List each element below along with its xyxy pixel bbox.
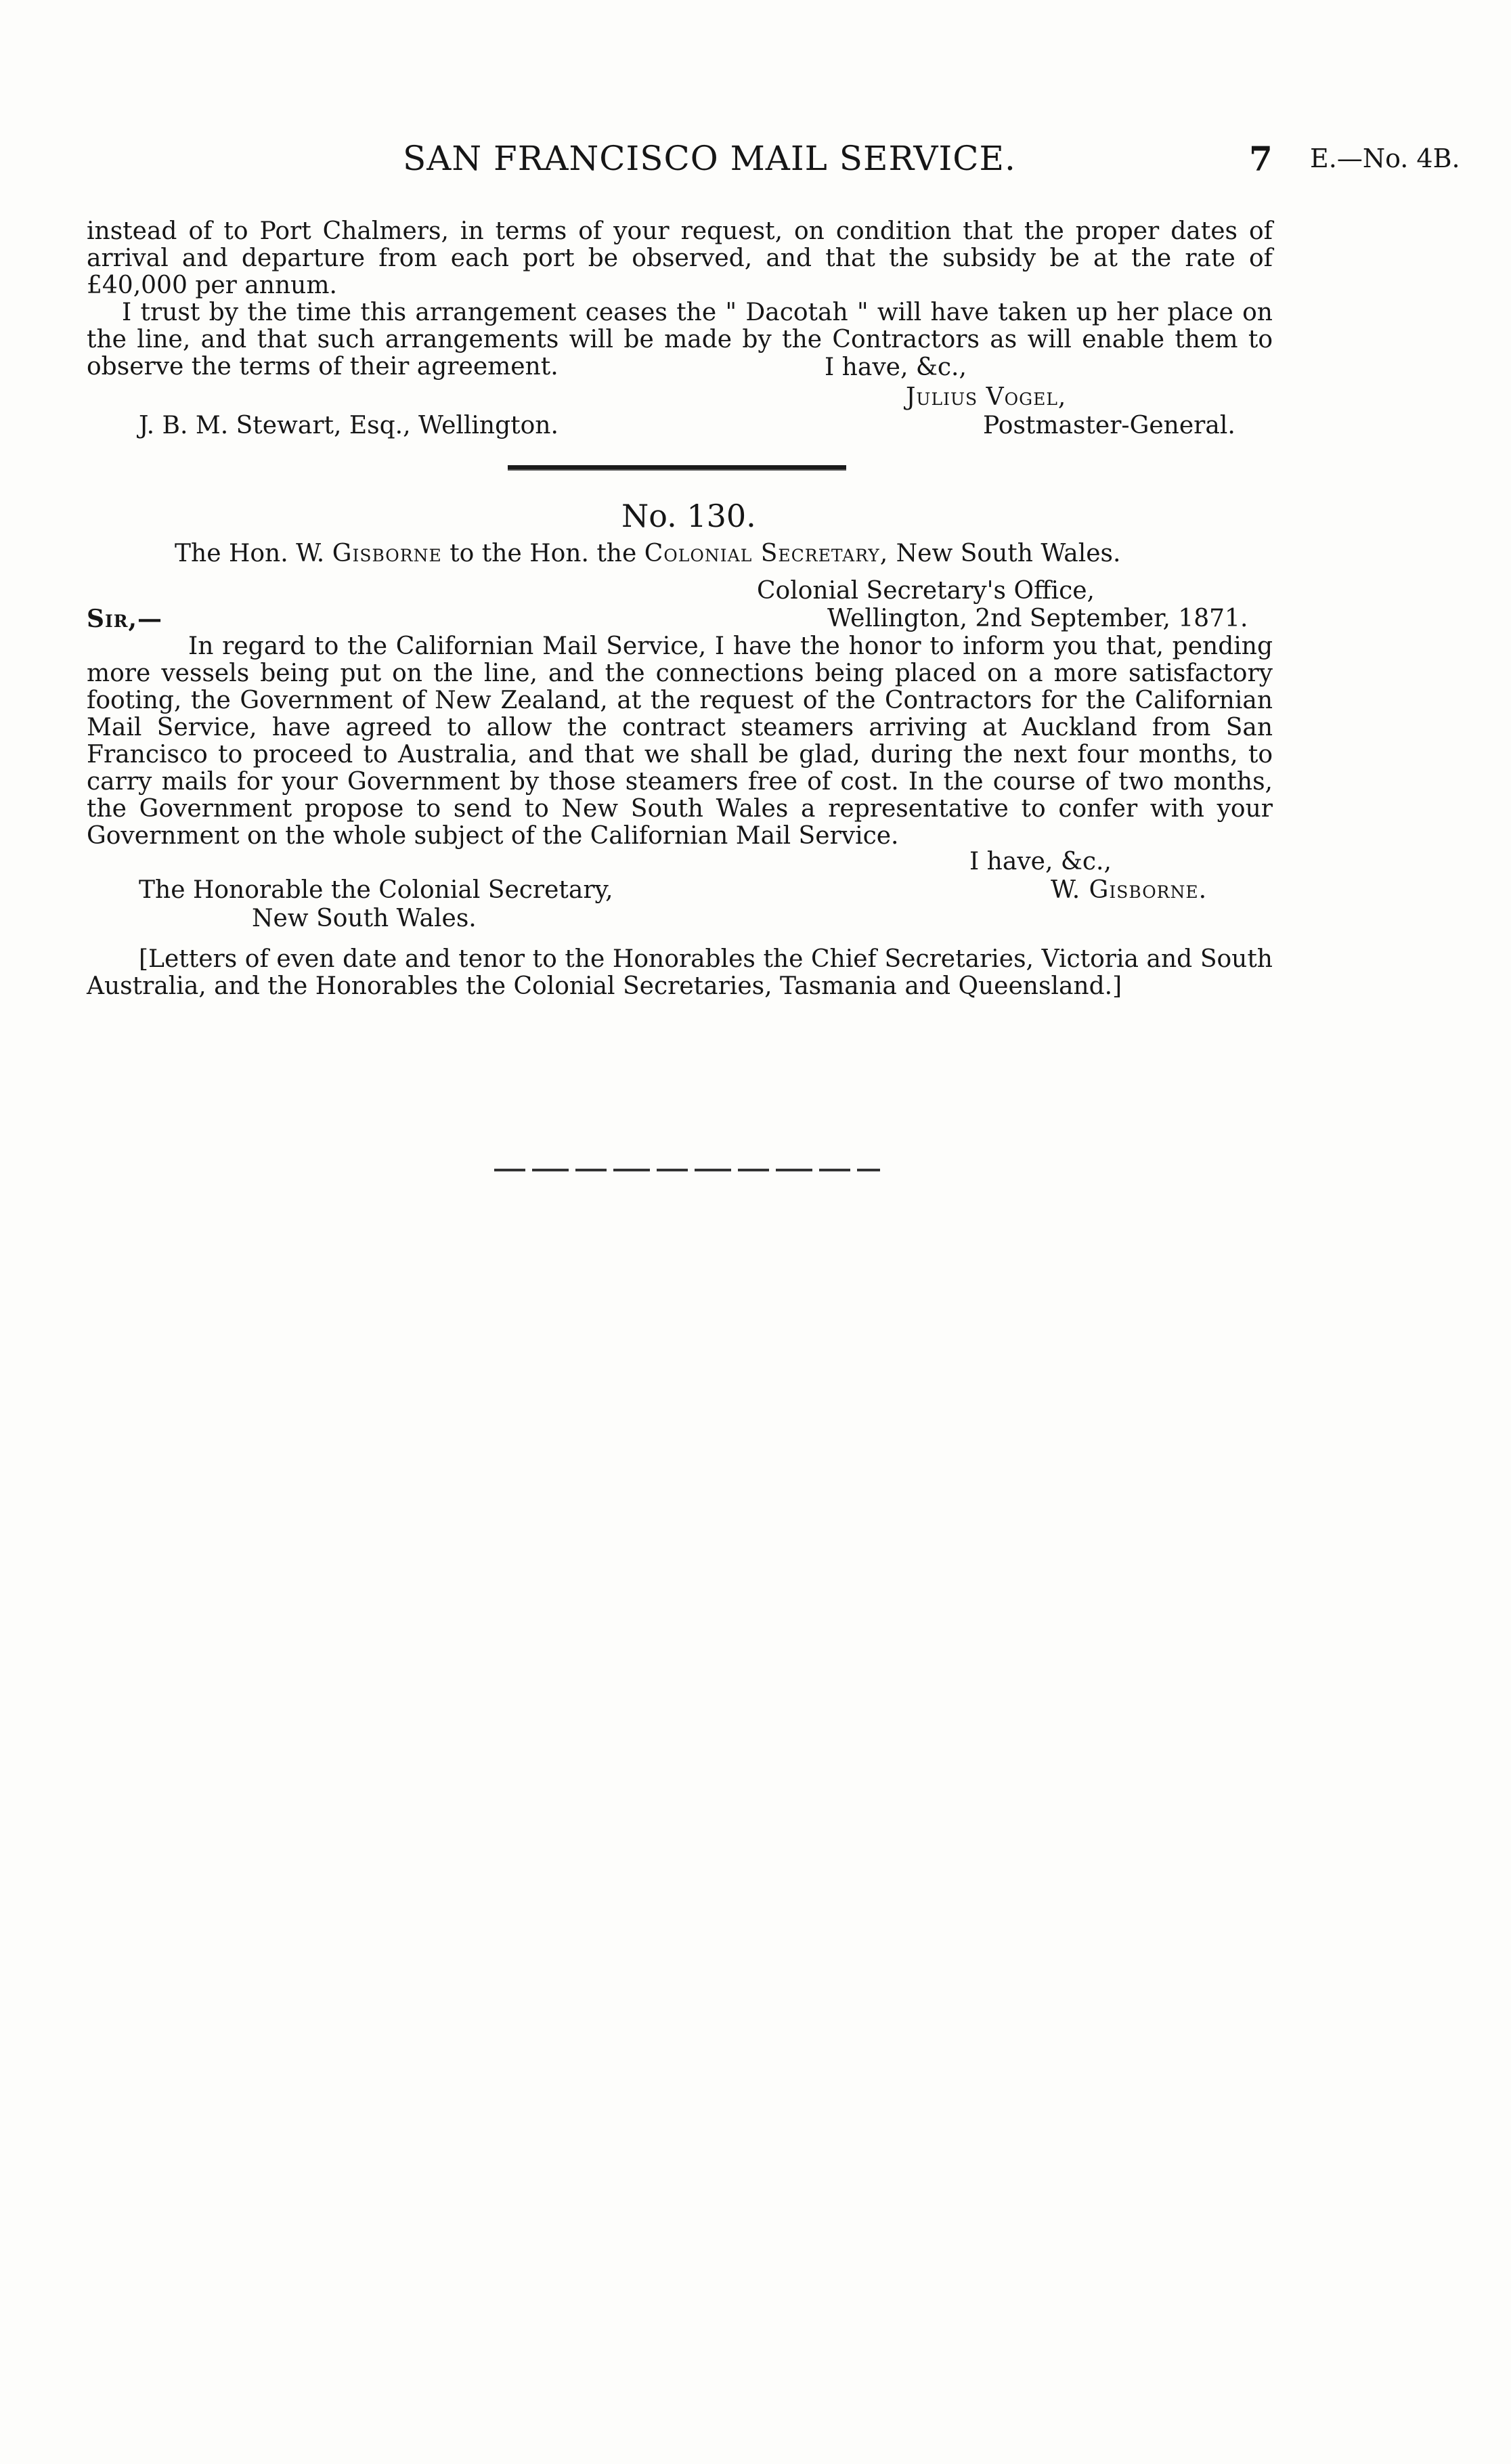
letter1-closing: I have, &c.,	[825, 353, 967, 381]
editorial-note-text: [Letters of even date and tenor to the Honorables the Chief Secretaries, Victoria and South Australia, and the Honorables the Colonial Secretaries, Tasmania and Queensland.]	[87, 945, 1273, 1000]
end-rule	[494, 1169, 880, 1171]
from-to-suffix: New South Wales.	[896, 540, 1121, 567]
letter2-closing: I have, &c.,	[969, 848, 1112, 876]
letter-number-heading: No. 130.	[621, 498, 756, 534]
paper-series-label: E.—No. 4B.	[1310, 144, 1460, 173]
editorial-note	[87, 946, 1273, 1000]
letter1-title: Postmaster-General.	[983, 412, 1235, 439]
from-to-sender: Gisborne	[332, 540, 442, 567]
from-to-recipient: Colonial Secretary,	[644, 540, 889, 567]
letter2-salutation: Sir,—	[87, 605, 163, 633]
letter1-body	[87, 218, 1273, 381]
page-number: 7	[1249, 139, 1273, 179]
letter2-place-date: Wellington, 2nd September, 1871.	[827, 605, 1248, 632]
letter2-addressee-line2: New South Wales.	[252, 905, 477, 932]
letter2-addressee-line1: The Honorable the Colonial Secretary,	[139, 876, 613, 904]
from-to-middle: to the Hon. the	[450, 540, 637, 567]
letter2-signatory: W. Gisborne.	[1051, 876, 1208, 904]
letter1-paragraph-2: I trust by the time this arrangement ceases the " Dacotah " will have taken up her place on the line, and that such arrangements will be made by the Contractors as will enable them to observe the terms of their agreement.	[87, 299, 1273, 381]
section-divider	[508, 465, 846, 469]
letter1-addressee: J. B. M. Stewart, Esq., Wellington.	[139, 412, 559, 439]
letter2-paragraph: In regard to the Californian Mail Service, I have the honor to inform you that, pending more vessels being put on the line, and the connections being placed on a more satisfactory footing, the Government of New Zealand, at the request of the Contractors for the Californian Mail Service, have agreed to allow the contract steamers arriving at Auckland from San Francisco to proceed to Australia, and that we shall be glad, during the next four months, to carry mails for your Government by those steamers free of cost. In the course of two months, the Government propose to send to New South Wales a representative to confer with your Government on the whole subject of the Californian Mail Service.	[87, 632, 1273, 850]
letter2-office: Colonial Secretary's Office,	[757, 577, 1095, 605]
letter1-signatory: Julius Vogel,	[906, 383, 1067, 411]
letter2-body	[87, 633, 1273, 850]
letter1-paragraph-1: instead of to Port Chalmers, in terms of your request, on condition that the proper dates of arrival and departure from each port be observed, and that the subsidy be at the rate of £40,000 per annum.	[87, 217, 1273, 299]
letter2-from-to	[175, 540, 1120, 567]
running-title: SAN FRANCISCO MAIL SERVICE.	[403, 139, 1016, 178]
from-to-prefix: The Hon. W.	[175, 540, 325, 567]
